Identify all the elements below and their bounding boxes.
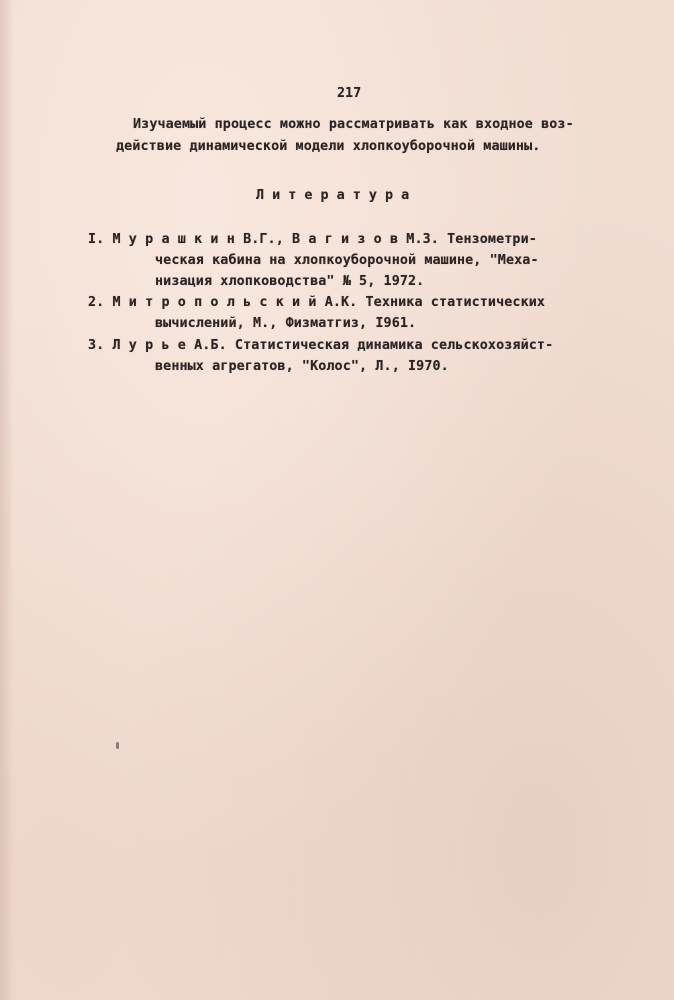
- reference-line: 3. Л у р ь е А.Б. Статистическая динамика сельскохозяйст-: [88, 338, 554, 353]
- paragraph-line: Изучаемый процесс можно рассматривать как входное воз-: [133, 117, 574, 132]
- paragraph-line: действие динамической модели хлопкоуборочной машины.: [116, 139, 541, 154]
- references-heading: Л и т е р а т у р а: [256, 188, 410, 203]
- page-edge-shadow: [0, 0, 14, 1000]
- reference-line: ческая кабина на хлопкоуборочной машине, "Меха-: [155, 253, 539, 268]
- reference-line: вычислений, М., Физматгиз, I961.: [155, 316, 417, 331]
- reference-line: I. М у р а ш к и н В.Г., В а г и з о в М.З. Тензометри-: [88, 232, 537, 247]
- reference-line: 2. М и т р о п о л ь с к и й А.К. Техника статистических: [88, 295, 546, 310]
- ink-spot: [116, 742, 119, 749]
- page-number: 217: [337, 86, 362, 101]
- reference-line: низация хлопководства" № 5, 1972.: [155, 274, 425, 289]
- reference-line: венных агрегатов, "Колос", Л., I970.: [155, 359, 449, 374]
